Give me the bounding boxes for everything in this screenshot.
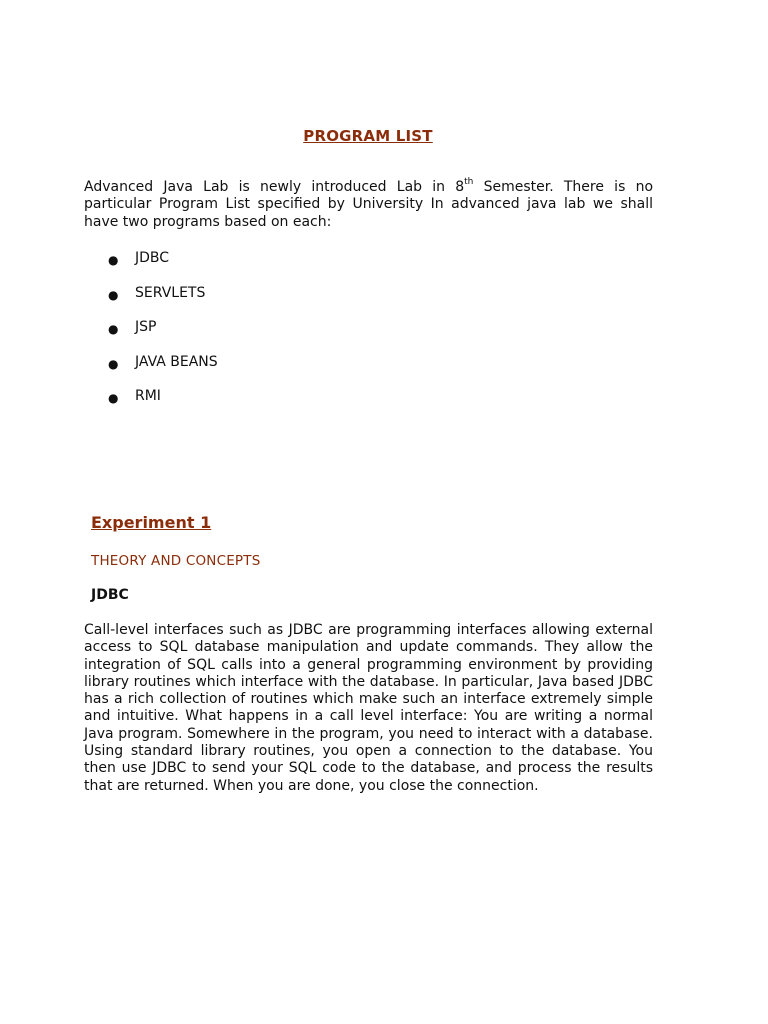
topic-heading: JDBC <box>91 587 129 603</box>
bullet-item-jdbc <box>108 250 218 285</box>
bullet-label: JSP <box>135 319 157 335</box>
bullet-icon: ● <box>108 253 119 267</box>
intro-paragraph <box>84 179 653 231</box>
bullet-label: JAVA BEANS <box>135 353 218 370</box>
section-title: THEORY AND CONCEPTS <box>91 553 261 569</box>
bullet-label: SERVLETS <box>135 284 206 301</box>
bullet-item-servlets <box>108 285 218 320</box>
bullet-icon: ● <box>108 356 119 371</box>
bullet-label: JDBC <box>135 250 170 266</box>
intro-text-start: Advanced Java Lab is newly introduced Lab in 8 <box>84 179 465 195</box>
jdbc-paragraph: Call-level interfaces such as JDBC are programming interfaces allowing external access to SQL database manipulation and update commands. They allow the integration of SQL calls into a general programming environment by providing library routines which interface with the database. In particular, Java based JDBC has a rich collection of routines which make such an interface extremely simple and intuitive. What happens in a call level interface: You are writing a normal Java program. Somewhere in the program, you need to interact with a database. Using standard library routines, you open a connection to the database. You then use JDBC to send your SQL code to the database, and process the results that are returned. When you are done, you close the connection. <box>84 622 653 794</box>
experiment-title: Experiment 1 <box>91 513 212 532</box>
intro-text-end: Semester. There is no particular Program List specified by University In advanced java lab we shall have two programs based on each: <box>84 179 654 230</box>
bullet-icon: ● <box>108 322 119 336</box>
program-bullet-list <box>108 250 218 423</box>
bullet-item-rmi <box>108 388 218 423</box>
bullet-icon: ● <box>108 391 119 405</box>
bullet-label: RMI <box>135 388 161 404</box>
bullet-item-jsp <box>108 319 218 354</box>
bullet-icon: ● <box>108 287 119 302</box>
bullet-item-java-beans <box>108 354 218 389</box>
intro-superscript: th <box>464 177 474 187</box>
program-list-title: PROGRAM LIST <box>303 127 433 145</box>
